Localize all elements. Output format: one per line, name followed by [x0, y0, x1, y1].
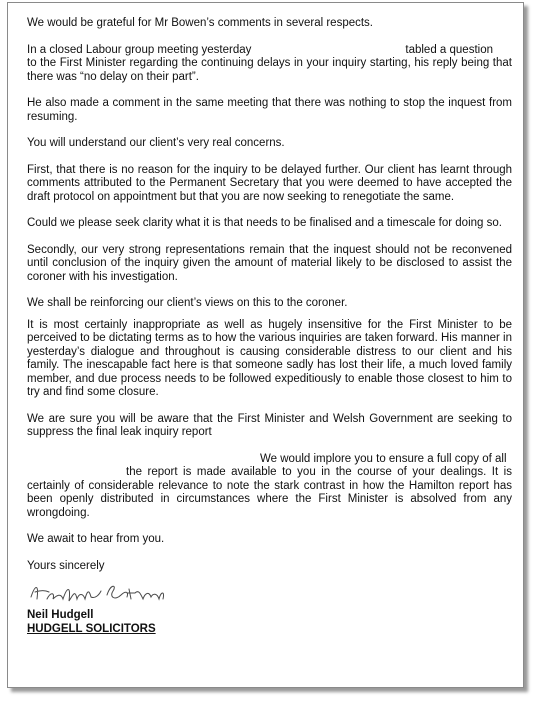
closing-salutation: Yours sincerely: [27, 559, 105, 572]
paragraph-implore: We would implore you to ensure a full copy of all: [260, 452, 507, 465]
paragraph-leak-report: We are sure you will be aware that the First Minister and Welsh Government are seeking to suppress the final leak inquiry report: [27, 412, 512, 438]
paragraph-concerns: You will understand our client’s very real concerns.: [27, 137, 285, 149]
sender-name: Neil Hudgell: [27, 609, 94, 621]
paragraph-inquest-comment: He also made a comment in the same meeting that there was nothing to stop the inquest from resuming.: [27, 97, 512, 123]
letter-page: [7, 2, 524, 688]
paragraph-second-point: Secondly, our very strong representations remain that the inquest should not be reconvened until conclusion of the inquiry given the amount of material likely to be disclosed to assist the coroner with his investigation.: [27, 243, 512, 283]
letter-body: [27, 17, 512, 636]
signature-drawing: [27, 577, 187, 607]
paragraph-coroner: We shall be reinforcing our client’s views on this to the coroner.: [27, 297, 348, 309]
paragraph-intro: We would be grateful for Mr Bowen’s comments in several respects.: [27, 17, 373, 29]
paragraph-await: We await to hear from you.: [27, 533, 165, 545]
firm-name: HUDGELL SOLICITORS: [27, 622, 156, 635]
paragraph-hamilton-report: the report is made available to you in the course of your dealings. It is certainly of considerable relevance to note the stark contrast in how the Hamilton report has been openly distributed in circumstances where the First Minister is absolved from any wrongdoing.: [27, 466, 512, 519]
paragraph-clarity-request: Could we please seek clarity what it is that needs to be finalised and a timescale for doing so.: [27, 217, 502, 229]
handwritten-signature: [27, 577, 512, 607]
redacted-trail: tabled a question: [405, 43, 493, 56]
paragraph-first-point: First, that there is no reason for the inquiry to be delayed further. Our client has learnt through comments attributed to the Permanent Secretary that you were deemed to have accepted the draft protocol on appointment but that you are now seeking to renegotiate the same.: [27, 163, 512, 203]
paragraph-inappropriate: It is most certainly inappropriate as well as hugely insensitive for the First Minister to be perceived to be dictating terms as to how the various inquiries are taken forward. His manner in yesterday’s dialogue and throughout is causing considerable distress to our client and his family. The inescapable fact here is that someone sadly has lost their life, a much loved family member, and due process needs to be followed expeditiously to enable those closest to him to try and find some closure.: [27, 318, 512, 398]
redacted-lead: In a closed Labour group meeting yesterday: [27, 43, 252, 56]
paragraph-labour-meeting: [27, 44, 512, 58]
paragraph-first-minister-reply: to the First Minister regarding the continuing delays in your inquiry starting, his reply being that there was “no delay on their part”.: [27, 57, 512, 83]
